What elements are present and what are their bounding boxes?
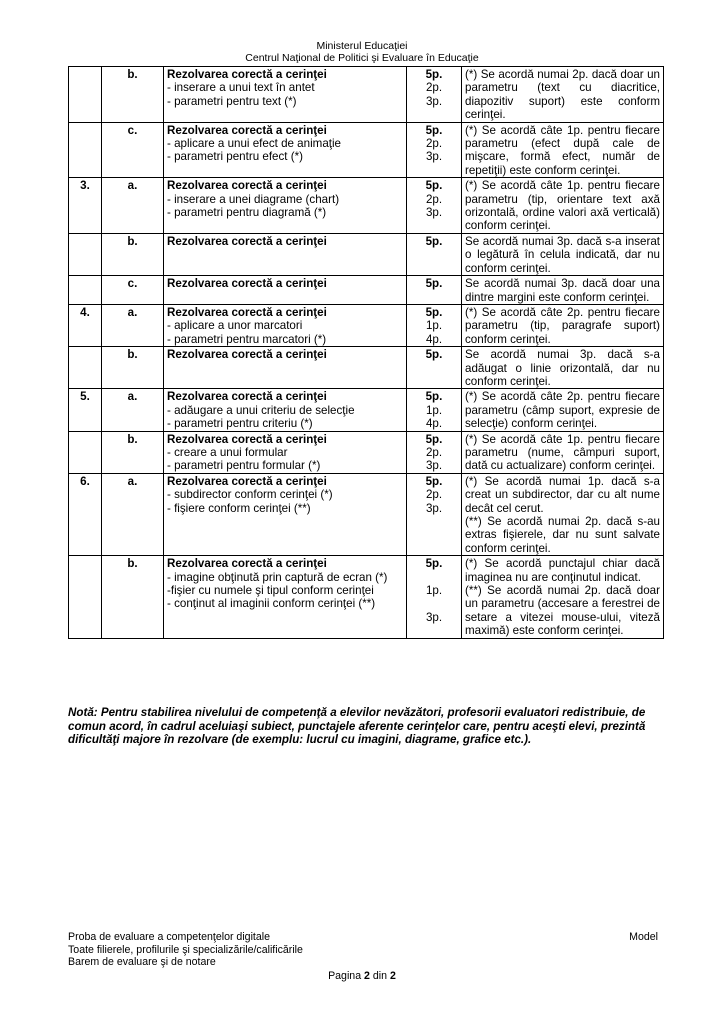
page-prefix: Pagina bbox=[328, 970, 362, 982]
requirement-line: - inserare a unui text în antet bbox=[167, 81, 315, 95]
requirement-line: - subdirector conform cerinţei (*) bbox=[167, 488, 333, 502]
scoring-note-cell bbox=[462, 431, 664, 473]
points-cell bbox=[407, 304, 462, 346]
requirement-title: Rezolvarea corectă a cerinţei bbox=[167, 305, 327, 319]
scoring-note: Se acordă numai 3p. dacă s-a inserat o legătură în celula indicată, dar nu conform cerinţei. bbox=[465, 234, 660, 275]
points-value bbox=[410, 571, 458, 584]
requirement-line: - aplicare a unor marcatori bbox=[167, 319, 303, 333]
requirement-title: Rezolvarea corectă a cerinţei bbox=[167, 348, 327, 362]
item-letter: b. bbox=[102, 556, 164, 638]
points-value: 5p. bbox=[425, 474, 443, 488]
requirement-title: Rezolvarea corectă a cerinţei bbox=[167, 179, 327, 193]
scoring-note: (*) Se acordă câte 2p. pentru fiecare parametru (câmp suport, expresie de selecţie) conform cerinţei. bbox=[465, 390, 660, 431]
note-text: Pentru stabilirea nivelului de competenţă a elevilor nevăzători, profesorii evaluatori redistribuie, de comun acord, în cadrul aceluiaşi subiect, punctajele aferente cerinţelor care, pentru aceşti elevi, prezintă dificultăţi majore în rezolvare (de exemplu: lucrul cu imagini, diagrame, grafice etc.). bbox=[68, 706, 646, 746]
points-cell bbox=[407, 389, 462, 431]
points-value: 5p. bbox=[425, 68, 443, 81]
points-value: 2p. bbox=[425, 192, 443, 206]
points-value: 5p. bbox=[425, 179, 443, 193]
table-row bbox=[69, 473, 664, 555]
points-cell bbox=[407, 122, 462, 178]
points-value: 3p. bbox=[425, 94, 443, 108]
points-cell bbox=[407, 556, 462, 638]
requirement-cell bbox=[164, 347, 407, 389]
page-header bbox=[0, 40, 724, 64]
scoring-note-cell bbox=[462, 304, 664, 346]
requirement-line: - parametri pentru text (*) bbox=[167, 94, 297, 108]
subject-number: 4. bbox=[69, 304, 102, 346]
page-number bbox=[0, 970, 724, 982]
points-cell bbox=[407, 431, 462, 473]
subject-number bbox=[69, 431, 102, 473]
scoring-note-cell bbox=[462, 233, 664, 275]
points-value: 5p. bbox=[425, 348, 443, 362]
subject-number bbox=[69, 233, 102, 275]
points-cell bbox=[407, 347, 462, 389]
points-value: 5p. bbox=[425, 305, 443, 319]
requirement-line: - imagine obţinută prin captură de ecran (*) bbox=[167, 570, 388, 584]
points-value: 1p. bbox=[425, 403, 443, 417]
requirement-title: Rezolvarea corectă a cerinţei bbox=[167, 390, 327, 404]
points-cell bbox=[407, 67, 462, 123]
table-row bbox=[69, 67, 664, 123]
requirement-cell bbox=[164, 122, 407, 178]
scoring-note: (*) Se acordă câte 1p. pentru fiecare parametru (efect după cale de mişcare, formă efect, număr de repetiţii) este conform cerinţei. bbox=[465, 123, 660, 177]
item-letter: a. bbox=[102, 389, 164, 431]
points-cell bbox=[407, 233, 462, 275]
subject-number bbox=[69, 556, 102, 638]
requirement-title: Rezolvarea corectă a cerinţei bbox=[167, 474, 327, 488]
requirement-title: Rezolvarea corectă a cerinţei bbox=[167, 557, 327, 571]
requirement-title: Rezolvarea corectă a cerinţei bbox=[167, 123, 327, 137]
scoring-note: Se acordă numai 3p. dacă doar una dintre margini este conform cerinţei. bbox=[465, 277, 660, 304]
requirement-line: - inserare a unei diagrame (chart) bbox=[167, 192, 340, 206]
requirement-cell bbox=[164, 304, 407, 346]
scoring-note-cell bbox=[462, 122, 664, 178]
requirement-line: - parametri pentru diagramă (*) bbox=[167, 206, 327, 220]
requirement-cell bbox=[164, 556, 407, 638]
points-value: 1p. bbox=[425, 584, 443, 598]
scoring-note: (**) Se acordă numai 2p. dacă s-au extras fişierele, dar nu sunt salvate conform cerinţei. bbox=[465, 515, 660, 555]
points-value: 2p. bbox=[425, 488, 443, 502]
table-row bbox=[69, 304, 664, 346]
subject-number bbox=[69, 276, 102, 305]
requirement-title: Rezolvarea corectă a cerinţei bbox=[167, 432, 327, 446]
table-row bbox=[69, 389, 664, 431]
requirement-title: Rezolvarea corectă a cerinţei bbox=[167, 68, 327, 81]
requirement-cell bbox=[164, 389, 407, 431]
page-sep: din bbox=[372, 970, 388, 982]
table-row bbox=[69, 233, 664, 275]
scoring-note: (*) Se acordă punctajul chiar dacă imaginea nu are conţinutul indicat. bbox=[465, 557, 660, 584]
points-cell bbox=[407, 473, 462, 555]
grading-table bbox=[68, 66, 664, 639]
scoring-note: (*) Se acordă câte 2p. pentru fiecare parametru (tip, paragrafe suport) conform cerinţei. bbox=[465, 305, 660, 346]
item-letter: b. bbox=[102, 431, 164, 473]
requirement-line: - aplicare a unui efect de animaţie bbox=[167, 137, 342, 151]
points-value: 4p. bbox=[425, 417, 443, 431]
requirement-line: -fişier cu numele şi tipul conform cerinţei bbox=[167, 584, 374, 598]
header-ministry: Ministerul Educaţiei bbox=[316, 40, 408, 52]
points-value: 3p. bbox=[425, 206, 443, 220]
scoring-note: (**) Se acordă numai 2p. dacă doar un parametru (accesare a ferestrei de setare a vitezei mouse-ului, viteză maximă) este conform cerinţei. bbox=[465, 584, 660, 638]
table-row bbox=[69, 122, 664, 178]
header-center: Centrul Naţional de Politici şi Evaluare în Educaţie bbox=[245, 52, 479, 64]
item-letter: a. bbox=[102, 304, 164, 346]
table-row bbox=[69, 347, 664, 389]
item-letter: c. bbox=[102, 122, 164, 178]
page-footer bbox=[68, 931, 658, 969]
requirement-line: - creare a unui formular bbox=[167, 445, 288, 459]
item-letter: c. bbox=[102, 276, 164, 305]
scoring-note: (*) Se acordă câte 1p. pentru fiecare parametru (tip, orientare text axă orizontală, ordine valori axă verticală) conform cerinţei. bbox=[465, 179, 660, 233]
points-value: 5p. bbox=[425, 557, 443, 571]
scoring-note-cell bbox=[462, 276, 664, 305]
requirement-line: - parametri pentru efect (*) bbox=[167, 150, 303, 164]
item-letter: a. bbox=[102, 473, 164, 555]
points-value: 3p. bbox=[425, 610, 443, 624]
subject-number bbox=[69, 122, 102, 178]
points-cell bbox=[407, 178, 462, 234]
requirement-title: Rezolvarea corectă a cerinţei bbox=[167, 234, 327, 248]
scoring-note: (*) Se acordă câte 1p. pentru fiecare parametru (nume, câmpuri suport, dată cu actualizare) conform cerinţei. bbox=[465, 432, 660, 473]
note-block bbox=[68, 706, 658, 747]
points-value: 5p. bbox=[425, 277, 443, 291]
footer-scheme: Barem de evaluare şi de notare bbox=[68, 956, 216, 968]
table-row bbox=[69, 178, 664, 234]
table-row bbox=[69, 431, 664, 473]
subject-number bbox=[69, 347, 102, 389]
requirement-line: - parametri pentru criteriu (*) bbox=[167, 417, 313, 431]
points-value: 5p. bbox=[425, 390, 443, 404]
scoring-note-cell bbox=[462, 67, 664, 123]
points-value: 5p. bbox=[425, 123, 443, 137]
subject-number: 5. bbox=[69, 389, 102, 431]
subject-number: 6. bbox=[69, 473, 102, 555]
requirement-cell bbox=[164, 276, 407, 305]
requirement-cell bbox=[164, 178, 407, 234]
requirement-line: - conţinut al imaginii conform cerinţei (**) bbox=[167, 597, 376, 611]
scoring-note-cell bbox=[462, 389, 664, 431]
scoring-note-cell bbox=[462, 178, 664, 234]
page-current: 2 bbox=[364, 970, 370, 982]
points-value: 2p. bbox=[425, 137, 443, 151]
requirement-cell bbox=[164, 67, 407, 123]
item-letter: a. bbox=[102, 178, 164, 234]
footer-profiles: Toate filierele, profilurile şi specializările/calificările bbox=[68, 943, 303, 956]
subject-number: 3. bbox=[69, 178, 102, 234]
requirement-line: - parametri pentru formular (*) bbox=[167, 459, 321, 473]
requirement-cell bbox=[164, 233, 407, 275]
scoring-note-cell bbox=[462, 473, 664, 555]
points-value: 3p. bbox=[425, 501, 443, 515]
requirement-line: - adăugare a unui criteriu de selecţie bbox=[167, 403, 355, 417]
item-letter: b. bbox=[102, 347, 164, 389]
points-value: 4p. bbox=[425, 332, 443, 346]
scoring-note: (*) Se acordă numai 2p. dacă doar un parametru (text cu diacritice, diapozitiv suport) este conform cerinţei. bbox=[465, 68, 660, 122]
points-value bbox=[410, 597, 458, 610]
points-value: 2p. bbox=[425, 81, 443, 95]
requirement-cell bbox=[164, 473, 407, 555]
scoring-note: Se acordă numai 3p. dacă s-a adăugat o linie orizontală, dar nu conform cerinţei. bbox=[465, 348, 660, 388]
scoring-note-cell bbox=[462, 347, 664, 389]
scoring-note: (*) Se acordă numai 1p. dacă s-a creat un subdirector, dar cu alt nume decât cel cerut. bbox=[465, 474, 660, 515]
footer-exam-title: Proba de evaluare a competenţelor digitale bbox=[68, 931, 271, 943]
requirement-line: - parametri pentru marcatori (*) bbox=[167, 332, 327, 346]
requirement-title: Rezolvarea corectă a cerinţei bbox=[167, 277, 327, 291]
subject-number bbox=[69, 67, 102, 123]
requirement-cell bbox=[164, 431, 407, 473]
table-row bbox=[69, 556, 664, 638]
points-value: 1p. bbox=[425, 319, 443, 333]
item-letter: b. bbox=[102, 233, 164, 275]
points-value: 3p. bbox=[425, 150, 443, 164]
note-label: Notă: bbox=[68, 706, 98, 719]
page-total: 2 bbox=[390, 970, 396, 982]
points-value: 3p. bbox=[425, 459, 443, 473]
points-cell bbox=[407, 276, 462, 305]
points-value: 2p. bbox=[425, 445, 443, 459]
table-row bbox=[69, 276, 664, 305]
footer-model: Model bbox=[629, 931, 658, 943]
item-letter: b. bbox=[102, 67, 164, 123]
scoring-note-cell bbox=[462, 556, 664, 638]
requirement-line: - fişiere conform cerinţei (**) bbox=[167, 501, 311, 515]
points-value: 5p. bbox=[425, 432, 443, 446]
points-value: 5p. bbox=[425, 234, 443, 248]
